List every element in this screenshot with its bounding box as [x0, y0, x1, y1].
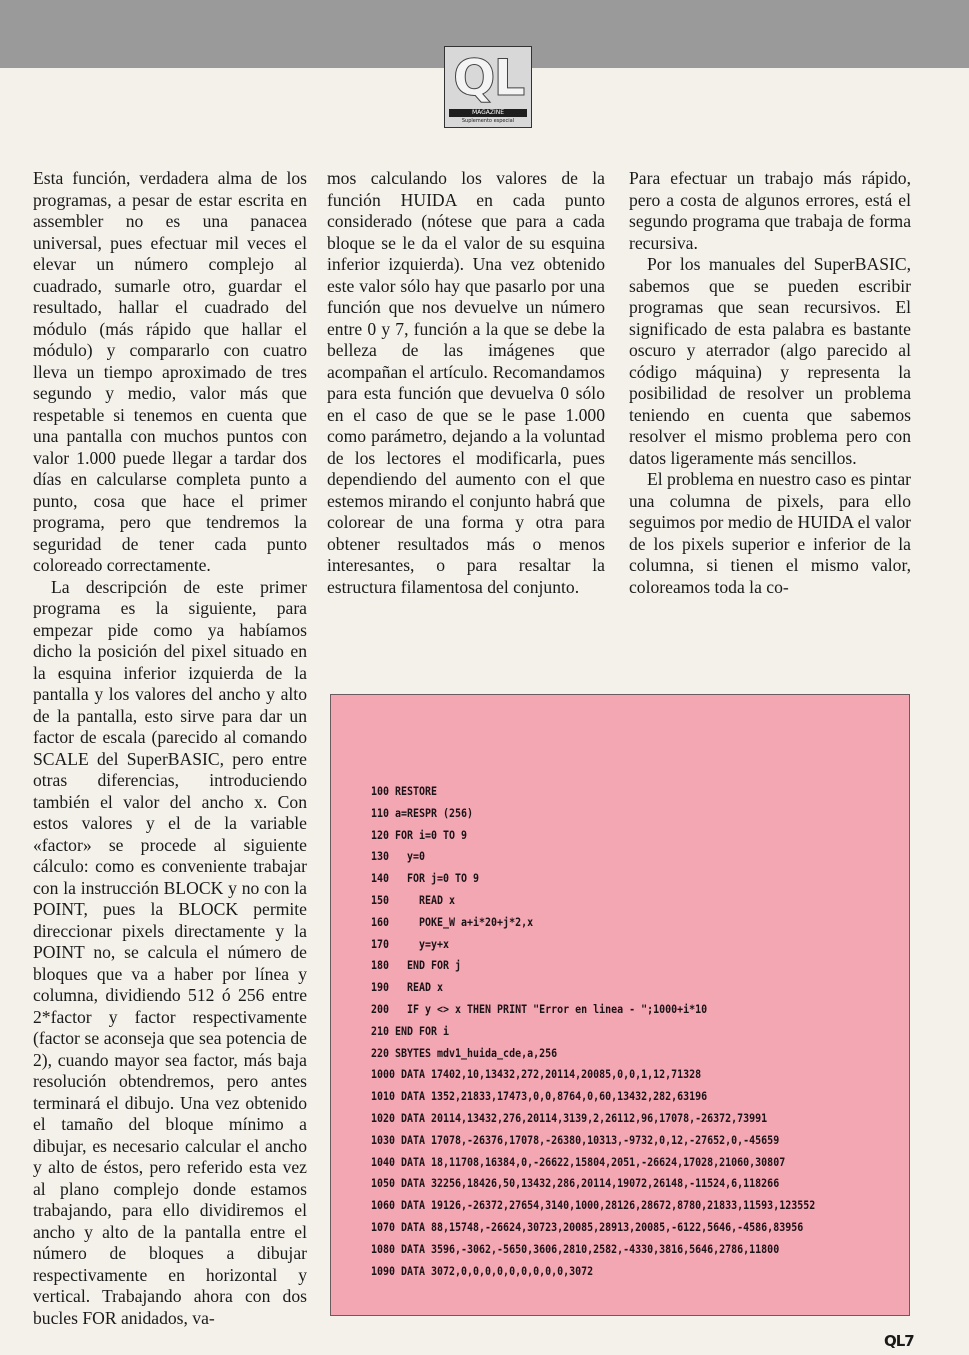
code-listing-box	[330, 694, 910, 1316]
code-line: 1060 DATA 19126,-26372,27654,3140,1000,28126,28672,8780,21833,11593,123552	[371, 1198, 816, 1213]
code-line: 210 END FOR i	[371, 1023, 450, 1038]
text-column-3	[629, 168, 911, 598]
code-listing	[371, 781, 815, 1282]
code-line: 120 FOR i=0 TO 9	[371, 827, 468, 842]
code-line: 150 READ x	[371, 892, 456, 907]
code-line: 100 RESTORE	[371, 784, 438, 798]
code-line: 1010 DATA 1352,21833,17473,0,0,8764,0,60,13432,282,63196	[371, 1089, 708, 1104]
logo-title: QL	[453, 49, 524, 107]
code-line: 1090 DATA 3072,0,0,0,0,0,0,0,0,0,3072	[371, 1263, 594, 1278]
code-line: 1070 DATA 88,15748,-26624,30723,20085,28913,20085,-6122,5646,-4586,83956	[371, 1219, 804, 1234]
paragraph: Para efectuar un trabajo más rápido, pero a costa de algunos errores, está el segundo programa que trabaja de forma recursiva.	[629, 168, 911, 253]
code-line: 1080 DATA 3596,-3062,-5650,3606,2810,2582,-4330,3816,5646,2786,11800	[371, 1241, 780, 1256]
code-line: 190 READ x	[371, 980, 444, 995]
text-column-1	[33, 168, 307, 1329]
paragraph: La descripción de este primer programa es la siguiente, para empezar pide como ya habíamos dicho la posición del pixel situado en la esquina inferior izquierda de la pantalla y los valores del ancho y alto de la pantalla, esto sirve para dar un factor de escala (parecido al comando SCALE del SuperBASIC, pero entre otras diferencias, introduciendo también el valor del ancho x. Con estos valores y el de la variable «factor» se procede al siguiente cálculo: como es conveniente trabajar con la instrucción BLOCK y no con la POINT, pues la BLOCK permite direccionar pixels directamente y la POINT no, se calcula el número de bloques que va a haber por línea y columna, dividiendo 512 ó 256 entre 2*factor y factor respectivamente (factor se aconseja que sea potencia de 2), cuando mayor sea factor, más baja resolución obtendremos, pero antes terminará el dibujo. Una vez obtenido el tamaño del bloque mínimo a dibujar, es necesario calcular el ancho y alto de éstos, pero referido esta vez al plano complejo donde estamos trabajando, para ello dividiremos el ancho y alto de la pantalla entre el número de bloques a dibujar respectivamente en horizontal y vertical. Trabajando ahora con dos bucles FOR anidados, va-	[33, 576, 307, 1328]
code-line: 1000 DATA 17402,10,13432,272,20114,20085,0,0,1,12,71328	[371, 1067, 702, 1082]
magazine-logo	[444, 46, 532, 128]
code-line: 130 y=0	[371, 849, 426, 864]
code-line: 200 IF y <> x THEN PRINT "Error en linea - ";1000+i*10	[371, 1001, 708, 1016]
code-line: 1040 DATA 18,11708,16384,0,-26622,15804,2051,-26624,17028,21060,30807	[371, 1154, 786, 1169]
paragraph: Por los manuales del SuperBASIC, sabemos que se pueden escribir programas que sean recursivos. El significado de esta palabra es bastante oscuro y aterrador (algo parecido al código máquina) y representa la posibilidad de resolver un problema teniendo en cuenta que sabemos resolver el mismo problema pero con datos ligeramente más sencillos.	[629, 254, 911, 468]
code-line: 170 y=y+x	[371, 936, 450, 951]
text-column-2	[327, 168, 605, 598]
code-line: 160 POKE_W a+i*20+j*2,x	[371, 914, 534, 929]
logo-subtitle: Suplemento especial	[461, 118, 515, 124]
code-line: 1050 DATA 32256,18426,50,13432,286,20114,19072,26148,-11524,6,118266	[371, 1176, 780, 1191]
page-number: QL7	[884, 1332, 914, 1350]
code-line: 220 SBYTES mdv1_huida_cde,a,256	[371, 1045, 558, 1060]
code-line: 140 FOR j=0 TO 9	[371, 871, 480, 886]
code-line: 1030 DATA 17078,-26376,17078,-26380,10313,-9732,0,12,-27652,0,-45659	[371, 1132, 780, 1147]
logo-strip: MAGAZINE	[449, 109, 527, 117]
code-line: 1020 DATA 20114,13432,276,20114,3139,2,26112,96,17078,-26372,73991	[371, 1110, 768, 1125]
paragraph: mos calculando los valores de la función HUIDA en cada punto considerado (nótese que para a cada bloque se le da el valor de su esquina inferior izquierda). Una vez obtenido este valor sólo hay que pasarlo por una función que nos devuelve un número entre 0 y 7, función a la que se debe la belleza de las imágenes que acompañan el artículo. Recomandamos para esta función que devuelva 0 sólo en el caso de que se le pase 1.000 como parámetro, dejando a la voluntad de los lectores el modificarla, pues dependiendo del aumento con el que estemos mirando el conjunto habrá que colorear de una forma y otra para obtener resultados más o menos interesantes, o para resaltar la estructura filamentosa del conjunto.	[327, 168, 605, 597]
paragraph: Esta función, verdadera alma de los programas, a pesar de estar escrita en assembler no es una panacea universal, pues efectuar mil veces el elevar un número complejo al cuadrado, sumarle otro, guardar el resultado, hallar el cuadrado del módulo (más rápido que hallar el módulo) y compararlo con cuatro lleva un tiempo aproximado de tres segundo y medio, valor más que respetable si tenemos en cuenta que una pantalla con muchos puntos con valor 1.000 puede llegar a tardar dos días en calcularse completa punto a punto, cosa que hace el primer programa, pero que tendremos la seguridad de tener cada punto coloreado correctamente.	[33, 168, 307, 575]
code-line: 110 a=RESPR (256)	[371, 805, 474, 820]
code-line: 180 END FOR j	[371, 958, 462, 973]
paragraph: El problema en nuestro caso es pintar una columna de pixels, para ello seguimos por medio de HUIDA el valor de los pixels superior e inferior de la columna, si tienen el mismo valor, coloreamos toda la co-	[629, 469, 911, 597]
